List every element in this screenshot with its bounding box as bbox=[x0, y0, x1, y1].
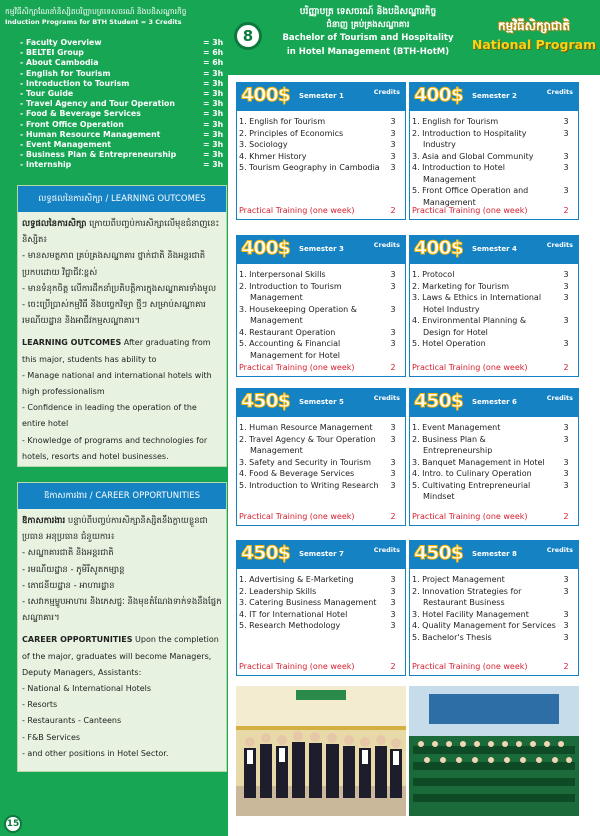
course-credits: 3 bbox=[390, 270, 396, 279]
course-credits: 3 bbox=[390, 586, 396, 596]
induction-course-hours: = 3h bbox=[203, 99, 224, 109]
induction-course-name: - Event Management bbox=[20, 140, 112, 150]
induction-course-name: - Introduction to Tourism bbox=[20, 78, 130, 88]
section-number-badge: 8 bbox=[234, 22, 262, 50]
course-row bbox=[239, 139, 403, 151]
course-name: 4. Introduction to Hotel Management bbox=[412, 163, 505, 184]
induction-course-name: - Faculty Overview bbox=[20, 38, 102, 47]
semester-header bbox=[410, 236, 578, 264]
semester-header bbox=[237, 236, 405, 264]
course-name: 5. Tourism Geography in Cambodia bbox=[239, 163, 380, 172]
induction-course-name: - English for Tourism bbox=[20, 68, 111, 78]
career-kh-intro: បន្ទាប់ពីបញ្ចប់ការសិក្សានិស្សិតនឹងក្លាយខ្លួនជាប្រធាន អនុប្រធាន ជំនួយការ៖ bbox=[22, 516, 208, 543]
course-credits: 3 bbox=[563, 270, 569, 279]
practical-training-credits: 2 bbox=[563, 512, 569, 521]
course-name: 4. Quality Management for Services bbox=[412, 621, 556, 630]
course-row bbox=[412, 269, 576, 281]
course-name: 1. Interpersonal Skills bbox=[239, 270, 326, 279]
induction-course-hours: = 3h bbox=[203, 129, 224, 139]
learning-outcomes-heading: លទ្ធផលនៃការសិក្សា / LEARNING OUTCOMES bbox=[18, 186, 226, 212]
course-name: 2. Introduction to Hospitality Industry bbox=[412, 128, 527, 149]
course-name: 3. Catering Business Management bbox=[239, 598, 377, 607]
induction-course-name: - BELTEI Group bbox=[20, 48, 84, 58]
course-name: 1. English for Tourism bbox=[412, 117, 499, 126]
course-row bbox=[412, 480, 576, 503]
course-credits: 3 bbox=[390, 423, 396, 432]
course-row bbox=[239, 116, 403, 128]
induction-course-hours: = 3h bbox=[203, 68, 224, 78]
practical-training-credits: 2 bbox=[390, 206, 396, 215]
course-credits: 3 bbox=[390, 140, 396, 149]
semester-card bbox=[409, 540, 579, 676]
course-credits: 3 bbox=[390, 434, 396, 444]
learning-outcome-kh-item: - មានទំនុកចិត្ត លើការដឹកនាំប្រតិបត្តិការក្នុងសណ្ឋាគារទាំងមូល bbox=[22, 283, 217, 294]
course-credits: 3 bbox=[563, 621, 569, 630]
degree-title-kh-2: ជំនាញ គ្រប់គ្រងសណ្ឋាគារ bbox=[326, 20, 410, 30]
induction-course-hours: = 3h bbox=[203, 160, 224, 170]
course-row bbox=[239, 586, 403, 598]
course-name: 4. Food & Beverage Services bbox=[239, 469, 355, 478]
induction-course-item bbox=[20, 69, 225, 79]
semester-card bbox=[409, 235, 579, 377]
course-credits: 3 bbox=[390, 575, 396, 584]
course-credits: 3 bbox=[563, 186, 569, 195]
course-row bbox=[239, 434, 403, 457]
induction-course-item bbox=[20, 48, 225, 58]
induction-course-hours: = 3h bbox=[203, 89, 224, 99]
induction-course-item bbox=[20, 130, 225, 140]
course-row bbox=[239, 574, 403, 586]
practical-training-label: Practical Training (one week) bbox=[412, 206, 528, 215]
induction-course-hours: = 3h bbox=[203, 119, 224, 129]
semester-fee: 400$ bbox=[241, 84, 290, 106]
induction-course-list bbox=[20, 38, 225, 171]
induction-course-item bbox=[20, 120, 225, 130]
practical-training-label: Practical Training (one week) bbox=[412, 512, 528, 521]
semester-card bbox=[236, 540, 406, 676]
course-row bbox=[239, 422, 403, 434]
course-credits: 3 bbox=[563, 434, 569, 444]
induction-title-kh: កម្មវិធីសិក្សាណែនាំនិស្សិតបរិញ្ញាបត្រទេសចរណ៍ និងបដិសណ្ឋារកិច្ច bbox=[5, 7, 187, 16]
career-en-item: - Resorts bbox=[22, 700, 58, 710]
course-name: 2. Leadership Skills bbox=[239, 586, 317, 596]
program-title bbox=[470, 16, 598, 54]
course-credits: 3 bbox=[563, 632, 569, 642]
semester-header bbox=[410, 83, 578, 111]
practical-training-row bbox=[412, 512, 576, 521]
learning-outcome-kh-item: - មានសមត្ថភាព គ្រប់គ្រងសណ្ឋាគារ ថ្នាក់ជាតិ និងអន្តរជាតិប្រកបដោយ វិជ្ជាជីវៈខ្ពស់ bbox=[22, 251, 206, 278]
course-credits: 3 bbox=[563, 339, 569, 348]
course-name: 1. Event Management bbox=[412, 423, 501, 432]
credits-label: Credits bbox=[546, 394, 573, 402]
course-row bbox=[412, 632, 576, 644]
career-kh-item: - ភោជនីយដ្ឋាន - អាហារដ្ឋាន bbox=[22, 580, 115, 591]
induction-course-item bbox=[20, 140, 225, 150]
semester-card bbox=[236, 388, 406, 526]
credits-label: Credits bbox=[373, 241, 400, 249]
semester-card bbox=[236, 82, 406, 220]
induction-course-name: - Human Resource Management bbox=[20, 129, 161, 139]
course-row bbox=[239, 480, 403, 492]
career-en-item: - National & International Hotels bbox=[22, 684, 152, 694]
semester-name: Semester 3 bbox=[299, 245, 344, 253]
course-name: 4. IT for International Hotel bbox=[239, 609, 348, 619]
induction-title bbox=[5, 6, 225, 27]
learning-outcome-en-item: - Confidence in leading the operation of the entire hotel bbox=[22, 403, 197, 429]
induction-course-name: - Food & Beverage Services bbox=[20, 109, 141, 119]
practical-training-label: Practical Training (one week) bbox=[239, 206, 355, 215]
course-row bbox=[412, 128, 576, 151]
course-credits: 3 bbox=[563, 586, 569, 596]
induction-title-en: Induction Programs for BTH Student = 3 Credits bbox=[5, 18, 182, 26]
induction-course-name: - Business Plan & Entrepreneurship bbox=[20, 150, 177, 160]
practical-training-label: Practical Training (one week) bbox=[239, 512, 355, 521]
course-credits: 3 bbox=[563, 316, 569, 325]
course-credits: 3 bbox=[390, 598, 396, 607]
course-name: 3. Sociology bbox=[239, 140, 288, 149]
induction-course-item bbox=[20, 38, 225, 48]
credits-label: Credits bbox=[373, 394, 400, 402]
career-kh-item: - សេវាកម្មម្ហូបអាហារ និងភេសជ្ជៈ និងមុខតំណែងទាក់ទងនឹងផ្នែកសណ្ឋាគារ។ bbox=[22, 597, 222, 624]
course-row bbox=[412, 422, 576, 434]
semester-fee: 400$ bbox=[414, 237, 463, 259]
induction-course-item bbox=[20, 150, 225, 160]
induction-course-item bbox=[20, 89, 225, 99]
course-credits: 3 bbox=[390, 457, 396, 467]
career-kh-item: - សណ្ឋាគារជាតិ និងអន្តរជាតិ bbox=[22, 548, 114, 559]
course-name: 1. Human Resource Management bbox=[239, 423, 373, 432]
course-row bbox=[412, 434, 576, 457]
course-name: 3. Laws & Ethics in International Hotel Industry bbox=[412, 293, 542, 314]
induction-course-name: - Internship bbox=[20, 160, 72, 170]
induction-course-name: - Front Office Operation bbox=[20, 119, 124, 129]
course-name: 5. Hotel Operation bbox=[412, 339, 486, 348]
course-row bbox=[239, 151, 403, 163]
course-name: 5. Research Methodology bbox=[239, 621, 341, 630]
course-name: 5. Accounting & Financial Management for Hotel bbox=[239, 339, 341, 360]
course-row bbox=[412, 620, 576, 632]
course-name: 2. Business Plan & Entrepreneurship bbox=[412, 434, 493, 455]
career-kh-item: - រមណីយដ្ឋាន - ភូមិរីសូតកម្សាន្ត bbox=[22, 564, 125, 575]
induction-course-item bbox=[20, 79, 225, 89]
course-row bbox=[412, 609, 576, 621]
semester-header bbox=[237, 83, 405, 111]
course-row bbox=[412, 468, 576, 480]
semester-header bbox=[410, 541, 578, 569]
course-name: 3. Banquet Management in Hotel bbox=[412, 457, 545, 467]
lo-en-lead: LEARNING OUTCOMES bbox=[22, 338, 122, 348]
course-row bbox=[412, 151, 576, 163]
course-credits: 3 bbox=[390, 469, 396, 478]
course-name: 3. Housekeeping Operation & Management bbox=[239, 304, 358, 325]
course-credits: 3 bbox=[390, 128, 396, 138]
course-row bbox=[412, 292, 576, 315]
career-kh-lead: ឱកាសការងារ bbox=[22, 516, 66, 526]
semester-header bbox=[410, 389, 578, 417]
course-name: 2. Innovation Strategies for Restaurant Business bbox=[412, 586, 522, 607]
practical-training-row bbox=[412, 206, 576, 215]
degree-title-en-2: in Hotel Management (BTH-HotM) bbox=[286, 47, 450, 57]
course-row bbox=[239, 597, 403, 609]
course-row bbox=[239, 620, 403, 632]
course-name: 4. Intro. to Culinary Operation bbox=[412, 469, 532, 478]
induction-course-hours: = 3h bbox=[203, 109, 224, 119]
program-title-en: National Program bbox=[471, 37, 597, 52]
course-row bbox=[412, 457, 576, 469]
semester-header bbox=[237, 389, 405, 417]
career-panel bbox=[17, 482, 227, 772]
semester-fee: 400$ bbox=[241, 237, 290, 259]
course-name: 3. Asia and Global Community bbox=[412, 151, 534, 161]
semester-name: Semester 5 bbox=[299, 398, 344, 406]
page-number: 15 bbox=[4, 815, 22, 833]
course-credits: 3 bbox=[563, 293, 569, 302]
course-credits: 3 bbox=[390, 281, 396, 291]
practical-training-credits: 2 bbox=[563, 206, 569, 215]
career-en-item: - F&B Services bbox=[22, 732, 81, 742]
course-credits: 3 bbox=[390, 621, 396, 630]
course-row bbox=[239, 609, 403, 621]
semester-name: Semester 8 bbox=[472, 550, 517, 558]
induction-course-hours: = 3h bbox=[203, 140, 224, 150]
course-credits: 3 bbox=[390, 304, 396, 314]
practical-training-credits: 2 bbox=[390, 662, 396, 671]
graduates-photo-group bbox=[236, 686, 406, 816]
induction-course-hours: = 3h bbox=[203, 38, 224, 47]
course-credits: 3 bbox=[563, 480, 569, 490]
course-row bbox=[239, 304, 403, 327]
program-title-kh: កម្មវិធីសិក្សាជាតិ bbox=[498, 19, 570, 33]
career-en-item: - and other positions in Hotel Sector. bbox=[22, 748, 169, 758]
course-row bbox=[239, 162, 403, 174]
course-row bbox=[412, 315, 576, 338]
induction-course-name: - Tour Guide bbox=[20, 89, 74, 99]
semester-header bbox=[237, 541, 405, 569]
course-credits: 3 bbox=[563, 117, 569, 126]
course-credits: 3 bbox=[563, 469, 569, 478]
course-row bbox=[412, 162, 576, 185]
course-row bbox=[412, 185, 576, 208]
induction-course-hours: = 6h bbox=[203, 48, 224, 58]
course-row bbox=[239, 269, 403, 281]
career-en-intro: Upon the completion of the major, graduates will become Managers, Deputy Managers, Assistants: bbox=[22, 635, 219, 677]
course-credits: 3 bbox=[563, 609, 569, 619]
semester-card bbox=[236, 235, 406, 377]
course-credits: 3 bbox=[390, 117, 396, 126]
practical-training-row bbox=[239, 206, 403, 215]
course-name: 5. Introduction to Writing Research bbox=[239, 480, 379, 490]
course-credits: 3 bbox=[390, 327, 396, 337]
course-name: 5. Cultivating Entrepreneurial Mindset bbox=[412, 480, 531, 501]
course-row bbox=[239, 327, 403, 339]
credits-label: Credits bbox=[373, 546, 400, 554]
credits-label: Credits bbox=[546, 88, 573, 96]
learning-outcome-en-item: - Knowledge of programs and technologies for hotels, resorts and hotel businesses. bbox=[22, 435, 208, 461]
practical-training-credits: 2 bbox=[390, 512, 396, 521]
course-credits: 3 bbox=[390, 609, 396, 619]
practical-training-row bbox=[239, 512, 403, 521]
practical-training-credits: 2 bbox=[563, 363, 569, 372]
practical-training-row bbox=[412, 363, 576, 372]
semester-fee: 400$ bbox=[414, 84, 463, 106]
course-name: 5. Front Office Operation and Management bbox=[412, 186, 529, 207]
course-name: 3. Safety and Security in Tourism bbox=[239, 457, 372, 467]
practical-training-credits: 2 bbox=[563, 662, 569, 671]
course-name: 2. Travel Agency & Tour Operation Management bbox=[239, 434, 376, 455]
practical-training-label: Practical Training (one week) bbox=[239, 662, 355, 671]
semester-name: Semester 7 bbox=[299, 550, 344, 558]
course-name: 1. Project Management bbox=[412, 575, 505, 584]
credits-label: Credits bbox=[546, 241, 573, 249]
course-name: 4. Khmer History bbox=[239, 151, 307, 161]
course-row bbox=[412, 586, 576, 609]
semester-card bbox=[409, 388, 579, 526]
course-row bbox=[239, 457, 403, 469]
learning-outcomes-panel bbox=[17, 185, 227, 467]
course-credits: 3 bbox=[563, 423, 569, 432]
induction-course-item bbox=[20, 160, 225, 170]
course-credits: 3 bbox=[563, 281, 569, 291]
course-row bbox=[412, 338, 576, 350]
semester-fee: 450$ bbox=[241, 542, 290, 564]
induction-course-item bbox=[20, 109, 225, 119]
induction-course-item bbox=[20, 58, 225, 68]
course-name: 4. Environmental Planning & Design for Hotel bbox=[412, 316, 527, 337]
practical-training-row bbox=[239, 363, 403, 372]
course-name: 1. English for Tourism bbox=[239, 117, 326, 126]
induction-course-hours: = 3h bbox=[203, 78, 224, 88]
semester-card bbox=[409, 82, 579, 220]
course-credits: 3 bbox=[390, 151, 396, 161]
course-credits: 3 bbox=[390, 339, 396, 348]
degree-title-en-1: Bachelor of Tourism and Hospitality bbox=[282, 33, 454, 43]
course-row bbox=[239, 281, 403, 304]
semester-name: Semester 6 bbox=[472, 398, 517, 406]
practical-training-label: Practical Training (one week) bbox=[239, 363, 355, 372]
induction-course-name: - About Cambodia bbox=[20, 58, 99, 68]
induction-course-item bbox=[20, 99, 225, 109]
semester-fee: 450$ bbox=[241, 390, 290, 412]
course-credits: 3 bbox=[563, 457, 569, 467]
induction-course-name: - Travel Agency and Tour Operation bbox=[20, 99, 175, 109]
practical-training-label: Practical Training (one week) bbox=[412, 363, 528, 372]
graduation-ceremony-photo bbox=[409, 686, 579, 816]
course-row bbox=[412, 281, 576, 293]
course-credits: 3 bbox=[390, 480, 396, 490]
semester-fee: 450$ bbox=[414, 542, 463, 564]
course-credits: 3 bbox=[563, 128, 569, 138]
course-row bbox=[412, 116, 576, 128]
semester-name: Semester 1 bbox=[299, 92, 344, 100]
semester-name: Semester 2 bbox=[472, 92, 517, 100]
course-credits: 3 bbox=[563, 575, 569, 584]
course-name: 1. Protocol bbox=[412, 270, 455, 279]
lo-en-intro: After graduating from this major, students has ability to bbox=[22, 338, 211, 364]
learning-outcome-kh-item: - ចេះប្រើប្រាស់កម្មវិធី និងបច្ចេកវិទ្យា ថ្មីៗ សម្រាប់សណ្ឋាគារ រមណីយដ្ឋាន និងអាជីវកម្មសណ្ឋាគារ។ bbox=[22, 300, 206, 327]
course-row bbox=[412, 574, 576, 586]
career-en-lead: CAREER OPPORTUNITIES bbox=[22, 635, 133, 645]
lo-kh-intro: ក្រោយពីបញ្ចប់ការសិក្សាលើមុខជំនាញនេះនិស្សិត៖ bbox=[22, 219, 220, 246]
course-credits: 3 bbox=[563, 151, 569, 161]
learning-outcome-en-item: - Manage national and international hotels with high professionalism bbox=[22, 370, 212, 397]
course-name: 5. Bachelor's Thesis bbox=[412, 632, 492, 642]
semester-fee: 450$ bbox=[414, 390, 463, 412]
semester-name: Semester 4 bbox=[472, 245, 517, 253]
course-credits: 3 bbox=[390, 163, 396, 172]
practical-training-row bbox=[239, 662, 403, 671]
practical-training-row bbox=[412, 662, 576, 671]
induction-course-hours: = 6h bbox=[203, 58, 224, 68]
career-heading: ឱកាសការងារ / CAREER OPPORTUNITIES bbox=[18, 483, 226, 509]
course-name: 4. Restaurant Operation bbox=[239, 327, 336, 337]
course-name: 2. Marketing for Tourism bbox=[412, 281, 510, 291]
credits-label: Credits bbox=[546, 546, 573, 554]
course-row bbox=[239, 338, 403, 361]
course-row bbox=[239, 468, 403, 480]
career-en-item: - Restaurants - Canteens bbox=[22, 716, 122, 726]
course-name: 1. Advertising & E-Marketing bbox=[239, 575, 354, 584]
lo-kh-lead: លទ្ធផលនៃការសិក្សា bbox=[22, 219, 87, 229]
practical-training-credits: 2 bbox=[390, 363, 396, 372]
induction-course-hours: = 3h bbox=[203, 150, 224, 160]
practical-training-label: Practical Training (one week) bbox=[412, 662, 528, 671]
course-credits: 3 bbox=[563, 163, 569, 172]
degree-title bbox=[268, 6, 468, 59]
degree-title-kh-1: បរិញ្ញាបត្រ ទេសចរណ៍ និងបដិសណ្ឋារកិច្ច bbox=[299, 7, 437, 17]
course-name: 2. Principles of Economics bbox=[239, 128, 344, 138]
credits-label: Credits bbox=[373, 88, 400, 96]
course-name: 2. Introduction to Tourism Management bbox=[239, 281, 342, 302]
course-row bbox=[239, 128, 403, 140]
course-name: 3. Hotel Facility Management bbox=[412, 609, 529, 619]
